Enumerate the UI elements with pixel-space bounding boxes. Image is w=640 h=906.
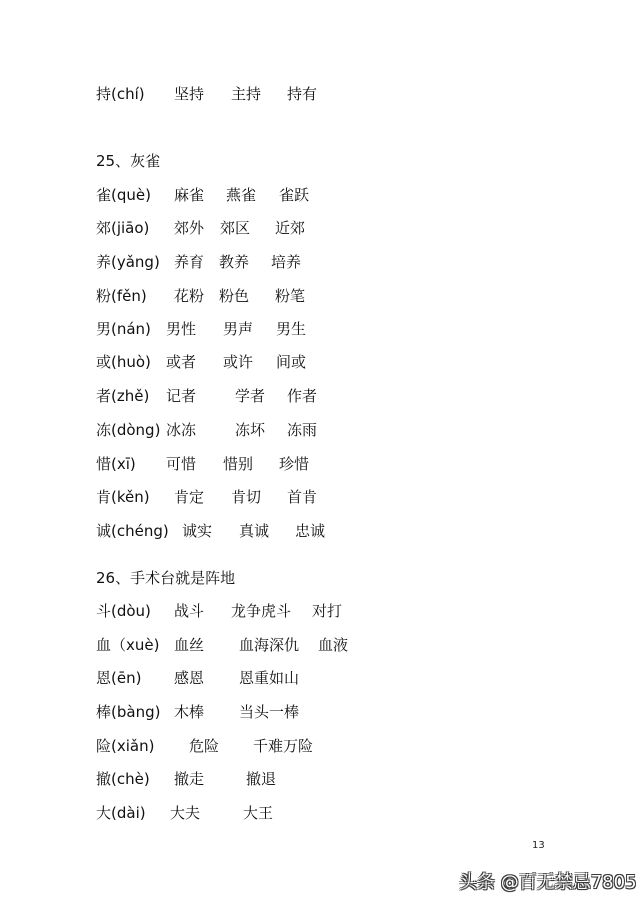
word: 近郊 [275,219,306,237]
word: 冻雨 [287,421,318,439]
section-heading: 25、灰雀 [96,152,161,170]
character-pinyin: 恩(ēn) [96,669,142,687]
vocab-row [0,482,640,512]
vocab-row [0,180,640,210]
character-pinyin: 冻(dòng) [96,421,161,439]
word: 雀跃 [279,186,310,204]
word: 教养 [219,253,250,271]
word: 龙争虎斗 [231,602,292,620]
vocab-row [0,381,640,411]
page-number: 13 [532,840,545,851]
word: 撤退 [246,770,277,788]
section-heading: 26、手术台就是阵地 [96,569,236,587]
vocab-row [0,630,640,660]
vocab-row [0,596,640,626]
word: 首肯 [287,488,318,506]
word: 肯切 [231,488,262,506]
word: 学者 [235,387,266,405]
word: 冰冻 [166,421,197,439]
vocab-row [0,415,640,445]
character-pinyin: 持(chí) [96,85,145,103]
word: 忠诚 [295,522,326,540]
character-pinyin: 肯(kěn) [96,488,150,506]
vocab-row [0,213,640,243]
vocab-row [0,347,640,377]
word: 感恩 [174,669,205,687]
character-pinyin: 或(huò) [96,353,151,371]
word: 大王 [243,804,274,822]
vocab-row [0,663,640,693]
character-pinyin: 大(dài) [96,804,146,822]
character-pinyin: 惜(xī) [96,455,136,473]
vocab-row [0,764,640,794]
character-pinyin: 郊(jiāo) [96,219,150,237]
word: 间或 [276,353,307,371]
vocab-row [0,697,640,727]
word: 持有 [287,85,318,103]
word: 冻坏 [235,421,266,439]
character-pinyin: 雀(què) [96,186,151,204]
word: 男性 [166,320,197,338]
character-pinyin: 斗(dòu) [96,602,151,620]
word: 对打 [312,602,343,620]
word: 郊外 [174,219,205,237]
word: 郊区 [220,219,251,237]
word: 或许 [223,353,254,371]
word: 记者 [166,387,197,405]
word: 麻雀 [174,186,205,204]
character-pinyin: 诚(chéng) [96,522,169,540]
word: 血丝 [174,636,205,654]
vocab-row [0,798,640,828]
vocab-row [0,449,640,479]
word: 花粉 [174,287,205,305]
character-pinyin: 男(nán) [96,320,151,338]
word: 恩重如山 [239,669,300,687]
character-pinyin: 养(yǎng) [96,253,160,271]
word: 培养 [271,253,302,271]
word: 男声 [223,320,254,338]
vocab-row [0,314,640,344]
word: 坚持 [174,85,205,103]
word: 珍惜 [279,455,310,473]
vocab-row [0,731,640,761]
watermark: 头条 @百无禁忌7805 [459,872,637,893]
word: 撤走 [174,770,205,788]
word: 战斗 [174,602,205,620]
word: 燕雀 [226,186,257,204]
word: 诚实 [182,522,213,540]
word: 养育 [174,253,205,271]
word: 作者 [287,387,318,405]
character-pinyin: 者(zhě) [96,387,150,405]
word: 或者 [166,353,197,371]
word: 血液 [318,636,349,654]
word: 当头一棒 [239,703,300,721]
vocab-row [0,516,640,546]
word: 男生 [276,320,307,338]
vocab-row [0,247,640,277]
vocab-row [0,79,640,109]
character-pinyin: 险(xiǎn) [96,737,155,755]
word: 千难万险 [253,737,314,755]
word: 真诚 [239,522,270,540]
character-pinyin: 血（xuè) [96,636,160,654]
word: 主持 [231,85,262,103]
word: 大夫 [170,804,201,822]
vocab-row [0,281,640,311]
word: 木棒 [174,703,205,721]
character-pinyin: 棒(bàng) [96,703,161,721]
word: 惜别 [223,455,254,473]
word: 粉色 [219,287,250,305]
character-pinyin: 粉(fěn) [96,287,147,305]
word: 血海深仇 [239,636,300,654]
character-pinyin: 撤(chè) [96,770,150,788]
word: 可惜 [166,455,197,473]
word: 粉笔 [275,287,306,305]
word: 肯定 [174,488,205,506]
word: 危险 [189,737,220,755]
